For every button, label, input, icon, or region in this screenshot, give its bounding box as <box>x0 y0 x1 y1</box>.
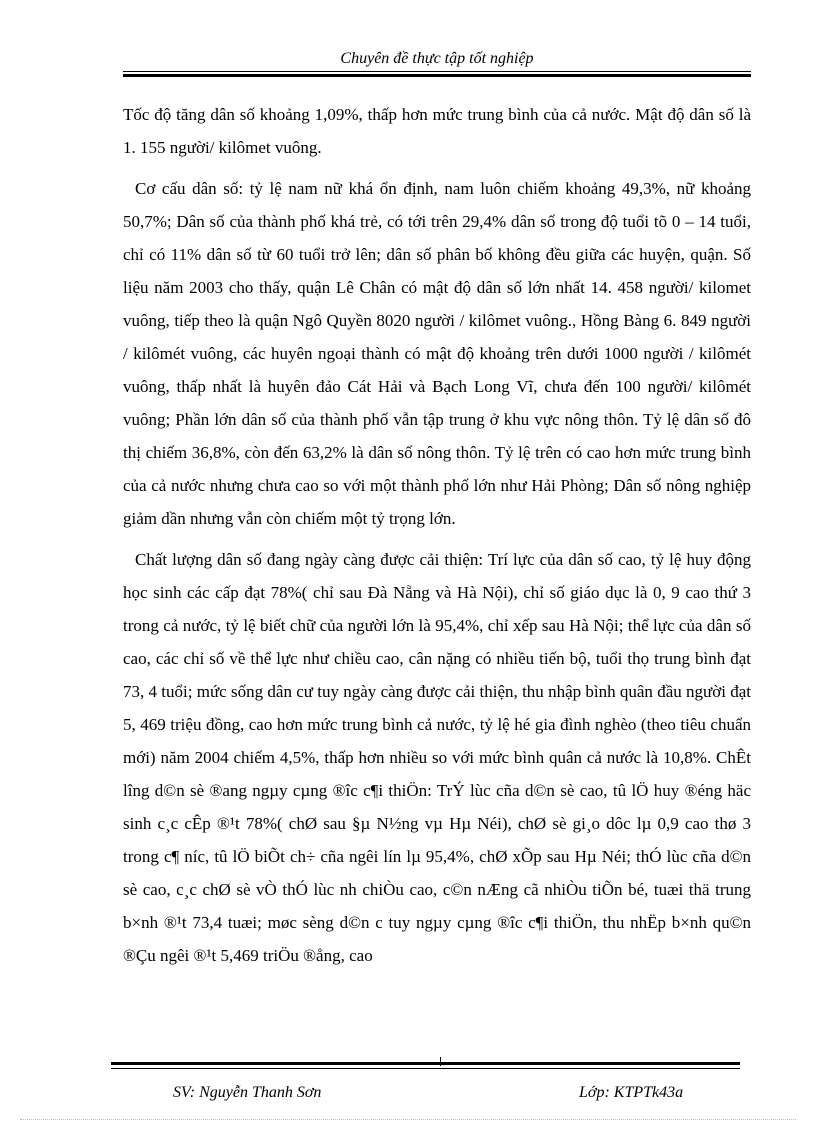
footer-tick-mark <box>440 1057 441 1066</box>
paragraph-population-growth: Tốc độ tăng dân số khoảng 1,09%, thấp hơn mức trung bình của cả nước. Mật độ dân số là 1. 155 người/ kilômet vuông. <box>123 105 751 157</box>
footer-class: Lớp: KTPTk43a <box>579 1084 684 1101</box>
paragraph-population-structure: Cơ cấu dân số: tỷ lệ nam nữ khá ổn định, nam luôn chiếm khoảng 49,3%, nữ khoảng 50,7%; Dân số của thành phố khá trẻ, có tới trên 29,4% dân số trong độ tuổi tõ 0 – 14 tuổi, chỉ có 11% dân số từ 60 tuổi trở lên; dân số phân bố không đều giữa các huyện, quận. Số liệu năm 2003 cho thấy, quận Lê Chân có mật độ dân số lớn nhất 14. 458 người/ kilomet vuông, tiếp theo là quận Ngô Quyền 8020 người / kilômet vuông., Hồng Bàng 6. 849 người / kilômét vuông, các huyên ngoại thành có mật độ khoảng trên dưới 1000 người / kilômét vuông, thấp nhất là huyên đảo Cát Hải và Bạch Long Vĩ, chưa đến 100 người/ kilômét vuông; Phần lớn dân số của thành phố vẫn tập trung ở khu vực nông thôn. Tỷ lệ dân số đô thị chiếm 36,8%, còn đến 63,2% là dân số nông thôn. Tỷ lệ trên có cao hơn mức trung bình của cả nước nhưng chưa cao so với một thành phố lớn như Hải Phòng; Dân số nông nghiệp giảm dần nhưng vẫn còn chiếm một tỷ trọng lớn. <box>123 179 751 528</box>
footer-student-name: SV: Nguyễn Thanh Sơn <box>173 1084 322 1101</box>
header-rule-thick <box>123 74 751 77</box>
header-rule-thin <box>123 71 751 72</box>
footer-rule-thick <box>111 1062 740 1065</box>
page-header-title: Chuyên đề thực tập tốt nghiệp <box>340 50 534 67</box>
paragraph-population-quality: Chất lượng dân số đang ngày càng được cải thiện: Trí lực của dân số cao, tỷ lệ huy động học sinh các cấp đạt 78%( chỉ sau Đà Nẵng và Hà Nội), chỉ số giáo dục là 0, 9 cao thứ 3 trong cả nước, tỷ lệ biết chữ của người lớn là 95,4%, chỉ xếp sau Hà Nội; thể lực của dân số cao, các chỉ số về thể lực như chiều cao, cân nặng có nhiều tiến bộ, tuổi thọ trung bình đạt 73, 4 tuổi; mức sống dân cư tuy ngày càng được cải thiện, thu nhập bình quân đầu người đạt 5, 469 triệu đồng, cao hơn mức trung bình cả nước, tỷ lệ hé gia đình nghèo (theo tiêu chuẩn mới) năm 2004 chiếm 4,5%, thấp hơn nhiều so với mức bình quân cả nước là 10,8%. ChÊt lîng d©n sè ®ang ngµy cµng ®îc c¶i thiÖn: TrÝ lùc cña d©n sè cao, tû lÖ huy ®éng häc sinh c¸c cÊp ®¹t 78%( chØ sau §µ N½ng vµ Hµ Néi), chØ sè gi¸o dôc lµ 0,9 cao thø 3 trong c¶ níc, tû lÖ biÕt ch÷ cña ngêi lín lµ 95,4%, chØ xÕp sau Hµ Néi; thÓ lùc cña d©n sè cao, c¸c chØ sè vÒ thÓ lùc nh chiÒu cao, c©n nÆng cã nhiÒu tiÕn bé, tuæi thä trung b×nh ®¹t 73,4 tuæi; møc sèng d©n c tuy ngµy cµng ®îc c¶i thiÖn, thu nhËp b×nh qu©n ®Çu ngêi ®¹t 5,469 triÖu ®ång, cao <box>123 550 751 965</box>
footer-rule-thin <box>111 1068 740 1069</box>
page-bottom-dotted-line <box>20 1119 796 1120</box>
document-body <box>123 98 751 972</box>
